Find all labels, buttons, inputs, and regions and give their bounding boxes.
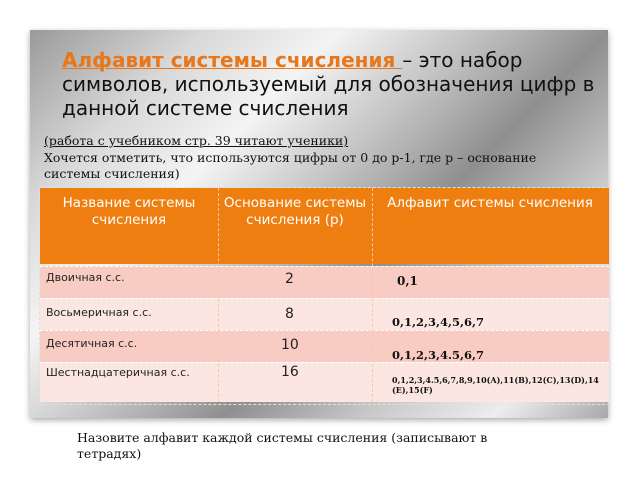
base-cell: 2 bbox=[285, 271, 294, 287]
header-alphabet: Алфавит системы счисления bbox=[387, 195, 593, 211]
header-system-name: Название системы счисления bbox=[62, 195, 196, 228]
column-divider bbox=[218, 188, 219, 402]
table-row bbox=[40, 298, 609, 330]
row-divider bbox=[40, 362, 609, 363]
title-term: Алфавит системы счисления bbox=[62, 48, 403, 72]
system-name-cell: Десятичная с.с. bbox=[46, 337, 138, 350]
system-name-cell: Шестнадцатеричная с.с. bbox=[46, 366, 190, 379]
alphabet-cell: 0,1 bbox=[397, 274, 418, 288]
system-name-cell: Восьмеричная с.с. bbox=[46, 306, 152, 319]
table-row bbox=[40, 266, 609, 298]
alphabet-cell: 0,1,2,3,4.5,6,7 bbox=[392, 348, 485, 362]
title-definition: – это набор символов, используемый для обозначения цифр в данной системе счисления bbox=[62, 48, 595, 120]
number-systems-table bbox=[39, 187, 610, 405]
row-divider bbox=[40, 298, 609, 299]
table-header-row bbox=[40, 188, 609, 264]
alphabet-cell: 0,1,2,3,4.5,6,7,8,9,10(A),11(B),12(C),13(D),14(E),15(F) bbox=[392, 375, 599, 395]
row-divider bbox=[40, 330, 609, 331]
system-name-cell: Двоичная с.с. bbox=[46, 271, 125, 284]
table-row bbox=[40, 330, 609, 362]
slide-title bbox=[62, 48, 602, 120]
base-cell: 10 bbox=[281, 337, 299, 353]
digits-note: Хочется отметить, что используются цифры от 0 до р-1, где р – основание системы счисления) bbox=[44, 150, 537, 181]
base-cell: 16 bbox=[281, 364, 299, 380]
header-base: Основание системы счисления (р) bbox=[223, 195, 367, 228]
column-divider bbox=[372, 188, 373, 402]
table-row bbox=[40, 362, 609, 402]
textbook-note: (работа с учебником стр. 39 читают ученики) bbox=[44, 133, 349, 148]
alphabet-cell: 0,1,2,3,4,5,6,7 bbox=[392, 315, 485, 329]
bottom-task: Назовите алфавит каждой системы счисления (записывают в тетрадях) bbox=[77, 430, 488, 461]
base-cell: 8 bbox=[285, 306, 294, 322]
row-divider bbox=[40, 266, 609, 267]
